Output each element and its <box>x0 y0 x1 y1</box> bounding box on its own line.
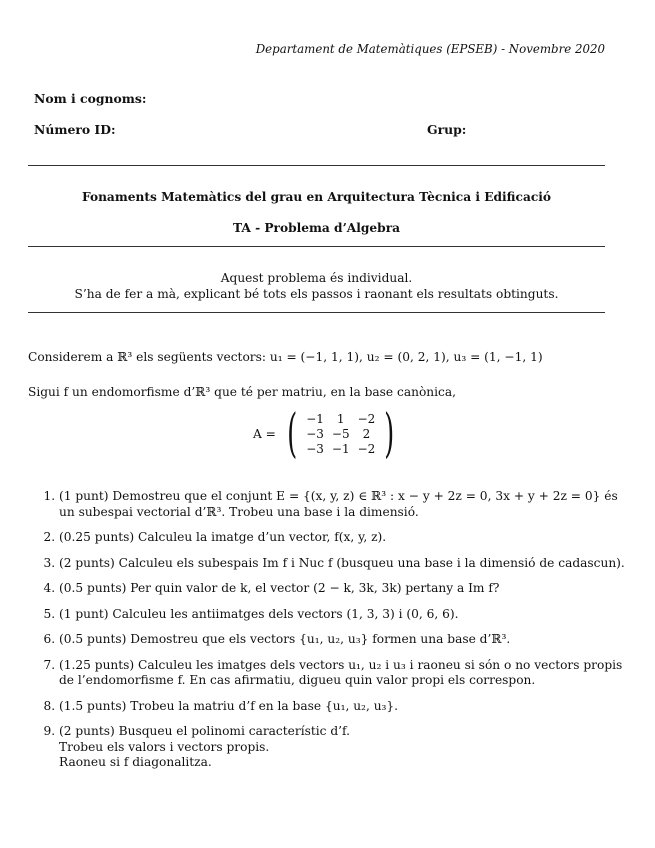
group-label: Grup: <box>427 122 467 137</box>
id-label: Número ID: <box>34 122 116 137</box>
question-item: 2. (0.25 punts) Calculeu la imatge d’un vector, f(x, y, z). <box>59 530 629 546</box>
name-label: Nom i cognoms: <box>34 91 147 106</box>
matrix-cell: 2 <box>362 426 371 441</box>
question-item: 8. (1.5 punts) Trobeu la matriu d’f en la base {u₁, u₂, u₃}. <box>59 699 629 715</box>
matrix-cell: −1 <box>331 441 350 456</box>
question-list <box>28 489 629 781</box>
matrix-cell: −5 <box>331 426 350 441</box>
divider <box>28 246 605 247</box>
question-item: 5. (1 punt) Calculeu les antiimatges dels vectors (1, 3, 3) i (0, 6, 6). <box>59 607 629 623</box>
vectors-statement: Considerem a ℝ³ els següents vectors: u₁ = (−1, 1, 1), u₂ = (0, 2, 1), u₃ = (1, −1, 1) <box>28 350 543 364</box>
matrix-cell: −1 <box>306 411 324 426</box>
matrix-cell: −3 <box>306 426 324 441</box>
problem-subtitle: TA - Problema d’Algebra <box>232 221 401 235</box>
question-item: 9. (2 punts) Busqueu el polinomi característic d’f. Trobeu els valors i vectors propis. Raoneu si f diagonalitza. <box>59 724 629 771</box>
left-paren: ( <box>286 404 298 464</box>
course-title: Fonaments Matemàtics del grau en Arquitectura Tècnica i Edificació <box>81 190 552 204</box>
question-item: 4. (0.5 punts) Per quin valor de k, el vector (2 − k, 3k, 3k) pertany a Im f? <box>59 581 629 597</box>
instruction-line-1: Aquest problema és individual. <box>220 271 413 285</box>
endomorphism-statement: Sigui f un endomorfisme d’ℝ³ que té per matriu, en la base canònica, <box>28 385 456 399</box>
question-item: 1. (1 punt) Demostreu que el conjunt E = {(x, y, z) ∈ ℝ³ : x − y + 2z = 0, 3x + y + 2z = 0} és un subespai vectorial d’ℝ³. Trobeu una base i la dimensió. <box>59 489 629 520</box>
department-header: Departament de Matemàtiques (EPSEB) - Novembre 2020 <box>255 42 605 56</box>
matrix-table <box>302 412 379 457</box>
matrix-cell: −2 <box>357 441 376 456</box>
matrix-a <box>253 406 400 462</box>
matrix-label: A = <box>253 427 276 441</box>
right-paren: ) <box>384 404 395 464</box>
instruction-line-2: S’ha de fer a mà, explicant bé tots els passos i raonant els resultats obtinguts. <box>74 287 559 301</box>
matrix-row <box>302 427 379 442</box>
matrix-body <box>282 406 400 462</box>
matrix-row <box>302 442 379 457</box>
question-item: 6. (0.5 punts) Demostreu que els vectors {u₁, u₂, u₃} formen una base d’ℝ³. <box>59 632 629 648</box>
matrix-cell: 1 <box>336 411 345 426</box>
matrix-row <box>302 412 379 427</box>
divider <box>28 165 605 166</box>
question-item: 7. (1.25 punts) Calculeu les imatges dels vectors u₁, u₂ i u₃ i raoneu si són o no vectors propis de l’endomorfisme f. En cas afirmatiu, digueu quin valor propi els correspon. <box>59 658 629 689</box>
divider <box>28 312 605 313</box>
question-item: 3. (2 punts) Calculeu els subespais Im f i Nuc f (busqueu una base i la dimensió de cadascun). <box>59 556 629 572</box>
matrix-cell: −3 <box>306 441 324 456</box>
matrix-cell: −2 <box>357 411 376 426</box>
